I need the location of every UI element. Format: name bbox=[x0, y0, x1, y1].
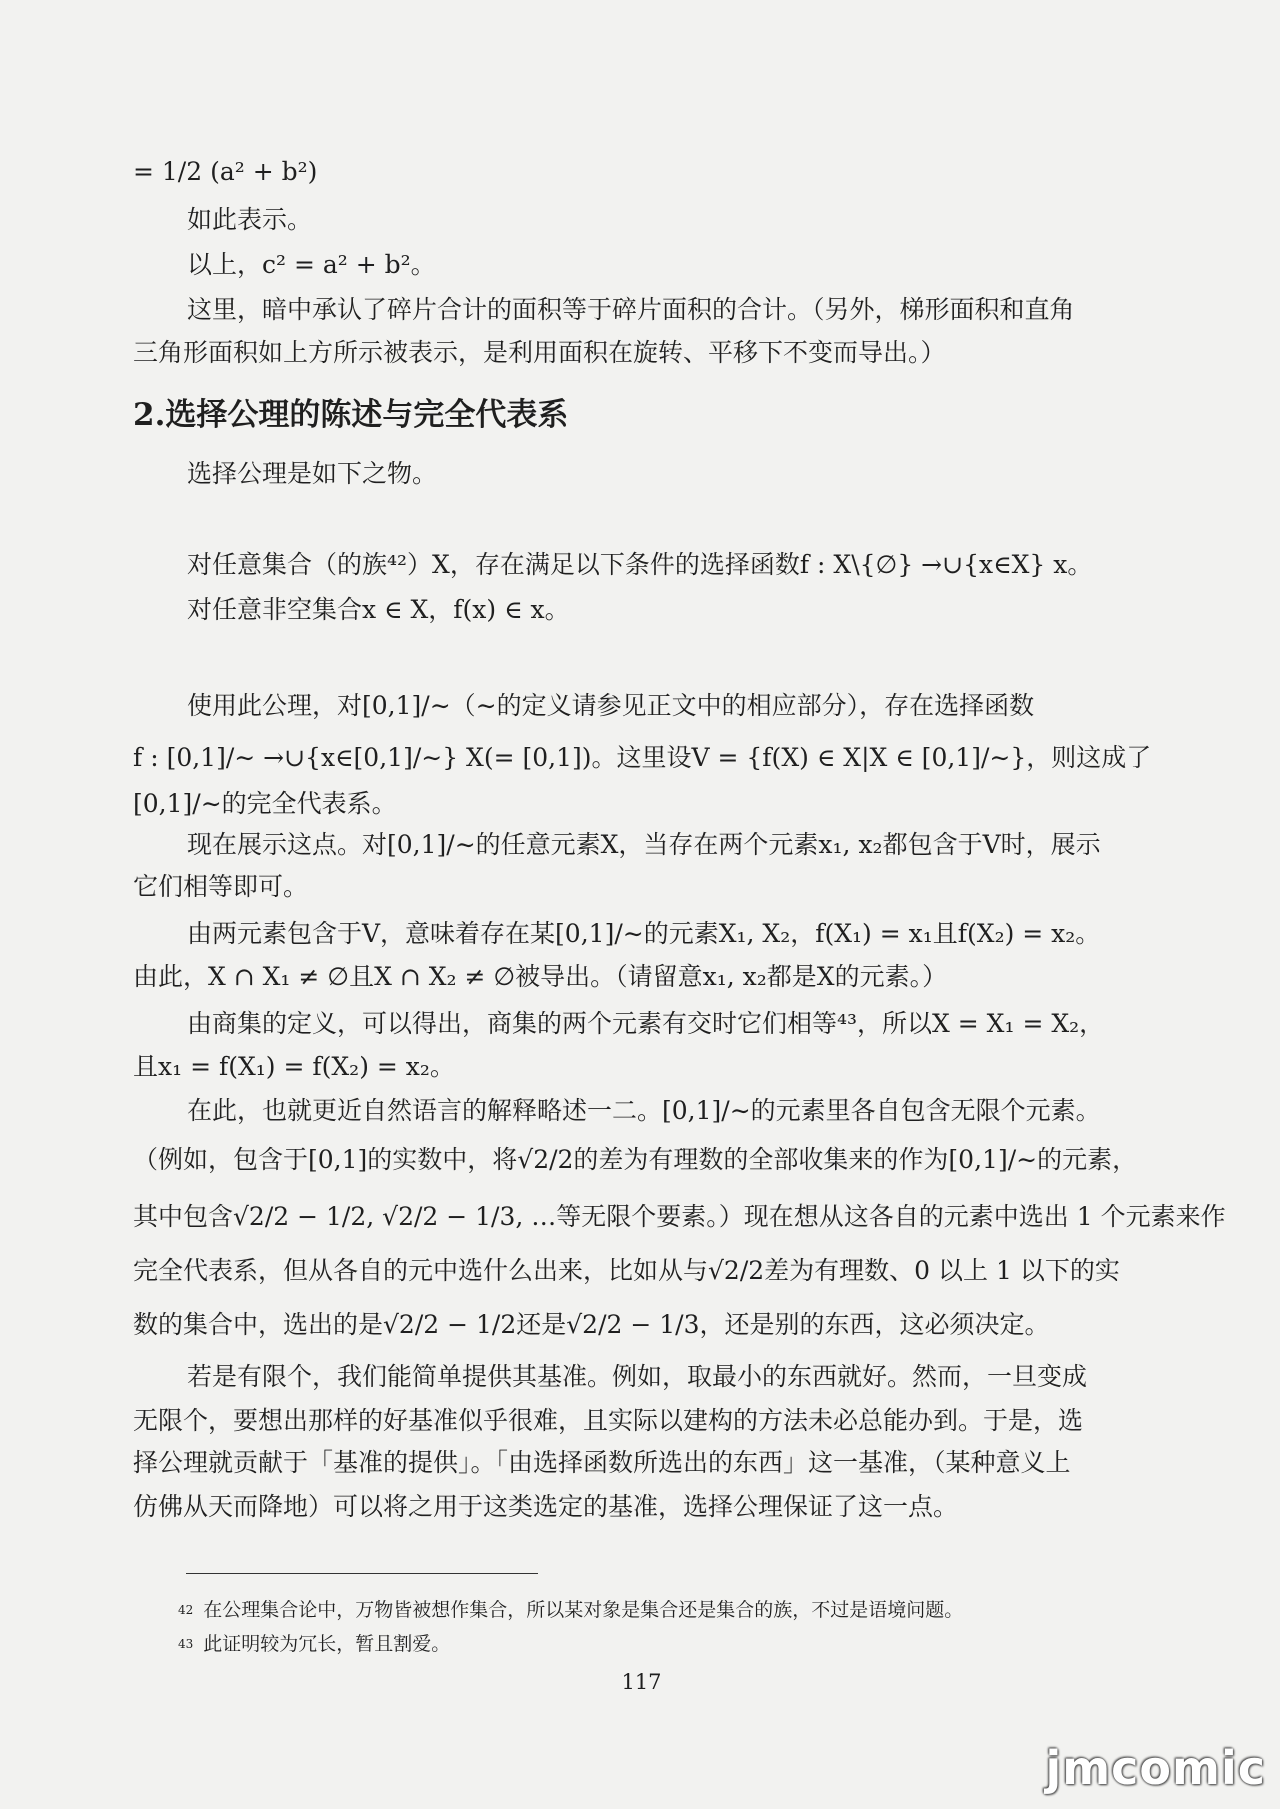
paragraph-line: 它们相等即可。 bbox=[133, 872, 309, 901]
footnote bbox=[178, 1597, 963, 1623]
paragraph-line: 在此，也就更近自然语言的解释略述一二。[0,1]/∼的元素里各自包含无限个元素。 bbox=[187, 1096, 1101, 1125]
paragraph-line: 这里，暗中承认了碎片合计的面积等于碎片面积的合计。（另外，梯形面积和直角 bbox=[187, 295, 1075, 324]
footnote bbox=[178, 1631, 450, 1657]
section-heading: 2.选择公理的陈述与完全代表系 bbox=[133, 397, 569, 433]
equation-line: = 1/2 (a² + b²) bbox=[133, 157, 318, 186]
axiom-line: 对任意非空集合x ∈ X，f(x) ∈ x。 bbox=[187, 595, 570, 624]
footnote-divider bbox=[186, 1573, 538, 1574]
paragraph-line: 选择公理是如下之物。 bbox=[187, 459, 438, 488]
paragraph-line: （例如，包含于[0,1]的实数中，将√2/2的差为有理数的全部收集来的作为[0,1]/∼的元素， bbox=[133, 1145, 1138, 1174]
paragraph-line: f : [0,1]/∼ →∪{x∈[0,1]/∼} X(= [0,1])。这里设V = {f(X) ∈ X|X ∈ [0,1]/∼}，则这成了 bbox=[133, 743, 1152, 772]
paragraph-line: 以上，c² = a² + b²。 bbox=[187, 250, 436, 279]
paragraph-line: 三角形面积如上方所示被表示，是利用面积在旋转、平移下不变而导出。） bbox=[133, 338, 946, 367]
paragraph-line: 且x₁ = f(X₁) = f(X₂) = x₂。 bbox=[133, 1052, 455, 1081]
footnote-number: 43 bbox=[178, 1637, 194, 1651]
paragraph-line: 使用此公理，对[0,1]/∼（∼的定义请参见正文中的相应部分），存在选择函数 bbox=[187, 691, 1035, 720]
paragraph-line: 由此，X ∩ X₁ ≠ ∅且X ∩ X₂ ≠ ∅被导出。（请留意x₁, x₂都是X的元素。） bbox=[133, 962, 948, 991]
paragraph-line: 现在展示这点。对[0,1]/∼的任意元素X，当存在两个元素x₁, x₂都包含于V时，展示 bbox=[187, 830, 1101, 859]
paragraph-line: 择公理就贡献于「基准的提供」。「由选择函数所选出的东西」这一基准，（某种意义上 bbox=[133, 1448, 1071, 1477]
watermark-logo: jmcomic bbox=[1045, 1741, 1266, 1795]
paragraph-line: 由两元素包含于V，意味着存在某[0,1]/∼的元素X₁, X₂，f(X₁) = x₁且f(X₂) = x₂。 bbox=[187, 919, 1101, 948]
footnote-text: 在公理集合论中，万物皆被想作集合，所以某对象是集合还是集合的族，不过是语境问题。 bbox=[203, 1599, 964, 1621]
paragraph-line: 数的集合中，选出的是√2/2 − 1/2还是√2/2 − 1/3，还是别的东西，这必须决定。 bbox=[133, 1310, 1050, 1339]
paragraph-line: 无限个，要想出那样的好基准似乎很难，且实际以建构的方法未必总能办到。于是，选 bbox=[133, 1406, 1084, 1435]
paragraph-line: 完全代表系，但从各自的元中选什么出来，比如从与√2/2差为有理数、0 以上 1 以下的实 bbox=[133, 1256, 1120, 1285]
footnote-text: 此证明较为冗长，暂且割爱。 bbox=[203, 1633, 451, 1655]
paragraph-line: [0,1]/∼的完全代表系。 bbox=[133, 789, 397, 818]
paragraph-line: 其中包含√2/2 − 1/2, √2/2 − 1/3, …等无限个要素。）现在想从这各自的元素中选出 1 个元素来作 bbox=[133, 1202, 1226, 1231]
paragraph-line: 仿佛从天而降地）可以将之用于这类选定的基准，选择公理保证了这一点。 bbox=[133, 1492, 959, 1521]
paragraph-line: 由商集的定义，可以得出，商集的两个元素有交时它们相等⁴³，所以X = X₁ = X₂， bbox=[187, 1009, 1105, 1038]
page-number: 117 bbox=[621, 1670, 662, 1694]
footnote-number: 42 bbox=[178, 1603, 194, 1617]
paragraph-line: 如此表示。 bbox=[187, 205, 313, 234]
paragraph-line: 若是有限个，我们能简单提供其基准。例如，取最小的东西就好。然而，一旦变成 bbox=[187, 1362, 1088, 1391]
axiom-line: 对任意集合（的族⁴²）X，存在满足以下条件的选择函数f : X\{∅} →∪{x∈X} x。 bbox=[187, 550, 1093, 579]
